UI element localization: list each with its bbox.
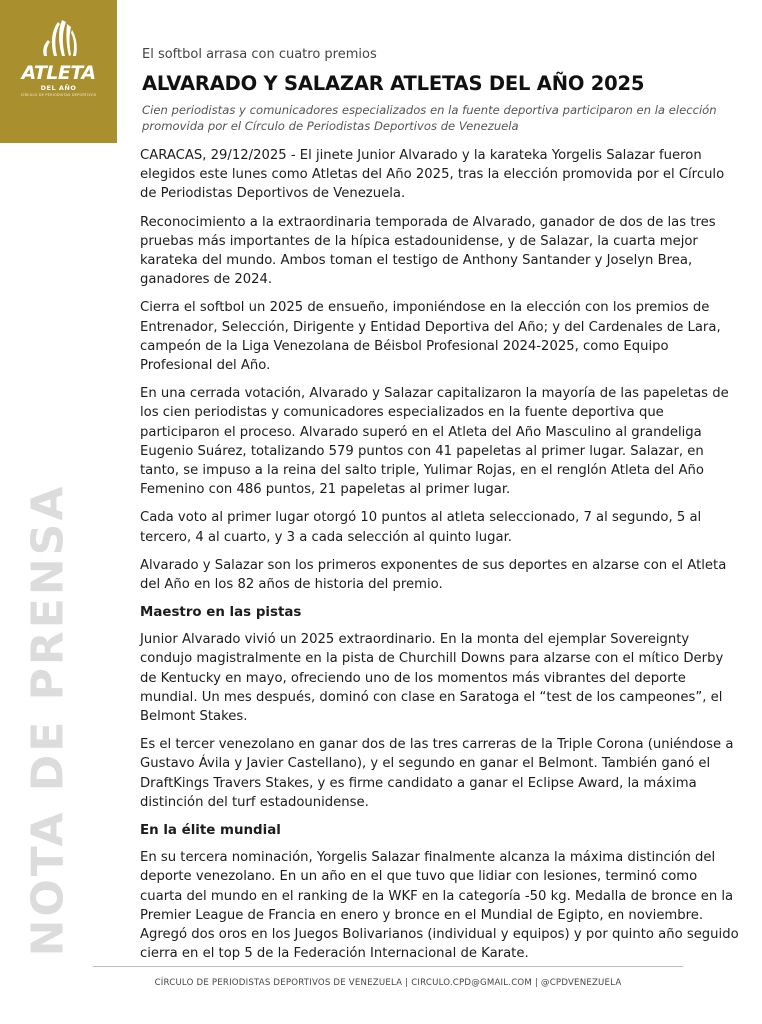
article-body — [140, 146, 740, 972]
section-heading: En la élite mundial — [140, 823, 281, 839]
paragraph: En una cerrada votación, Alvarado y Salazar capitalizaron la mayoría de las papeletas de los cien periodistas y comunicadores especializados en la fuente deportiva que participaron el proceso. Alvarado superó en el Atleta del Año Masculino al grandeliga Eugenio Suárez, totalizando 579 puntos con 41 papeletas al primer lugar. Salazar, en tanto, se impuso a la reina del salto triple, Yulimar Rojas, en el renglón Atleta del Año Femenino con 486 puntos, 21 papeletas al primer lugar. — [140, 386, 729, 498]
paragraph: Cada voto al primer lugar otorgó 10 puntos al atleta seleccionado, 7 al segundo, 5 al tercero, 4 al cuarto, y 3 a cada selección al quinto lugar. — [140, 510, 702, 545]
headline: ALVARADO Y SALAZAR ATLETAS DEL AÑO 2025 — [142, 72, 645, 95]
paragraph: Reconocimiento a la extraordinaria temporada de Alvarado, ganador de dos de las tres pruebas más importantes de la hípica estadounidense, y de Salazar, la cuarta mejor karateka del mundo. Ambos toman el testigo de Anthony Santander y Joselyn Brea, ganadores de 2024. — [140, 214, 716, 288]
paragraph: En su tercera nominación, Yorgelis Salazar finalmente alcanza la máxima distinción del deporte venezolano. En un año en el que tuvo que lidiar con lesiones, terminó como cuarta del mundo en el ranking de la WKF en la categoría -50 kg. Medalla de bronce en la Premier League de Francia en enero y bronce en el Mundial de Egipto, en noviembre. Agregó dos oros en los Juegos Bolivarianos (individual y equipos) y por quinto año seguido cierra en el top 5 de la Federación Internacional de Karate. — [140, 850, 739, 962]
laurel-torch-icon — [0, 0, 117, 70]
paragraph: CARACAS, 29/12/2025 - El jinete Junior Alvarado y la karateka Yorgelis Salazar fueron elegidos este lunes como Atletas del Año 2025, tras la elección promovida por el Círculo de Periodistas Deportivos de Venezuela. — [140, 148, 725, 202]
logo-subtitle: DEL AÑO — [40, 84, 77, 92]
paragraph: Cierra el softbol un 2025 de ensueño, imponiéndose en la elección con los premios de Entrenador, Selección, Dirigente y Entidad Deportiva del Año; y del Cardenales de Lara, campeón de la Liga Venezolana de Béisbol Profesional 2024-2025, como Equipo Profesional del Año. — [140, 300, 721, 374]
logo-tagline: CÍRCULO DE PERIODISTAS DEPORTIVOS — [20, 93, 97, 97]
footer-divider — [93, 966, 683, 967]
kicker: El softbol arrasa con cuatro premios — [142, 47, 377, 62]
brand-logo-block — [0, 0, 117, 143]
paragraph: Alvarado y Salazar son los primeros exponentes de sus deportes en alzarse con el Atleta del Año en los 82 años de historia del premio. — [140, 557, 727, 593]
footer-contact: CÍRCULO DE PERIODISTAS DEPORTIVOS DE VENEZUELA | CIRCULO.CPD@GMAIL.COM | @CPDVENEZUELA — [154, 978, 622, 988]
side-watermark-text: NOTA DE PRENSA — [22, 483, 74, 957]
section-heading: Maestro en las pistas — [140, 605, 302, 621]
logo-wordmark: ATLETA — [21, 62, 96, 84]
paragraph: Es el tercer venezolano en ganar dos de las tres carreras de la Triple Corona (uniéndose a Gustavo Ávila y Javier Castellano), y el segundo en ganar el Belmont. También ganó el DraftKings Travers Stakes, y es firme candidato a ganar el Eclipse Award, la máxima distinción del turf estadounidense. — [140, 737, 734, 810]
subheadline: Cien periodistas y comunicadores especializados en la fuente deportiva participaron en la elección promovida por el Círculo de Periodistas Deportivos de Venezuela — [142, 103, 717, 133]
paragraph: Junior Alvarado vivió un 2025 extraordinario. En la monta del ejemplar Sovereignty condujo magistralmente en la pista de Churchill Downs para alzarse con el mítico Derby de Kentucky en mayo, ofreciendo uno de los momentos más vibrantes del deporte mundial. Un mes después, dominó con clase en Saratoga el “test de los campeones”, el Belmont Stakes. — [140, 632, 724, 725]
